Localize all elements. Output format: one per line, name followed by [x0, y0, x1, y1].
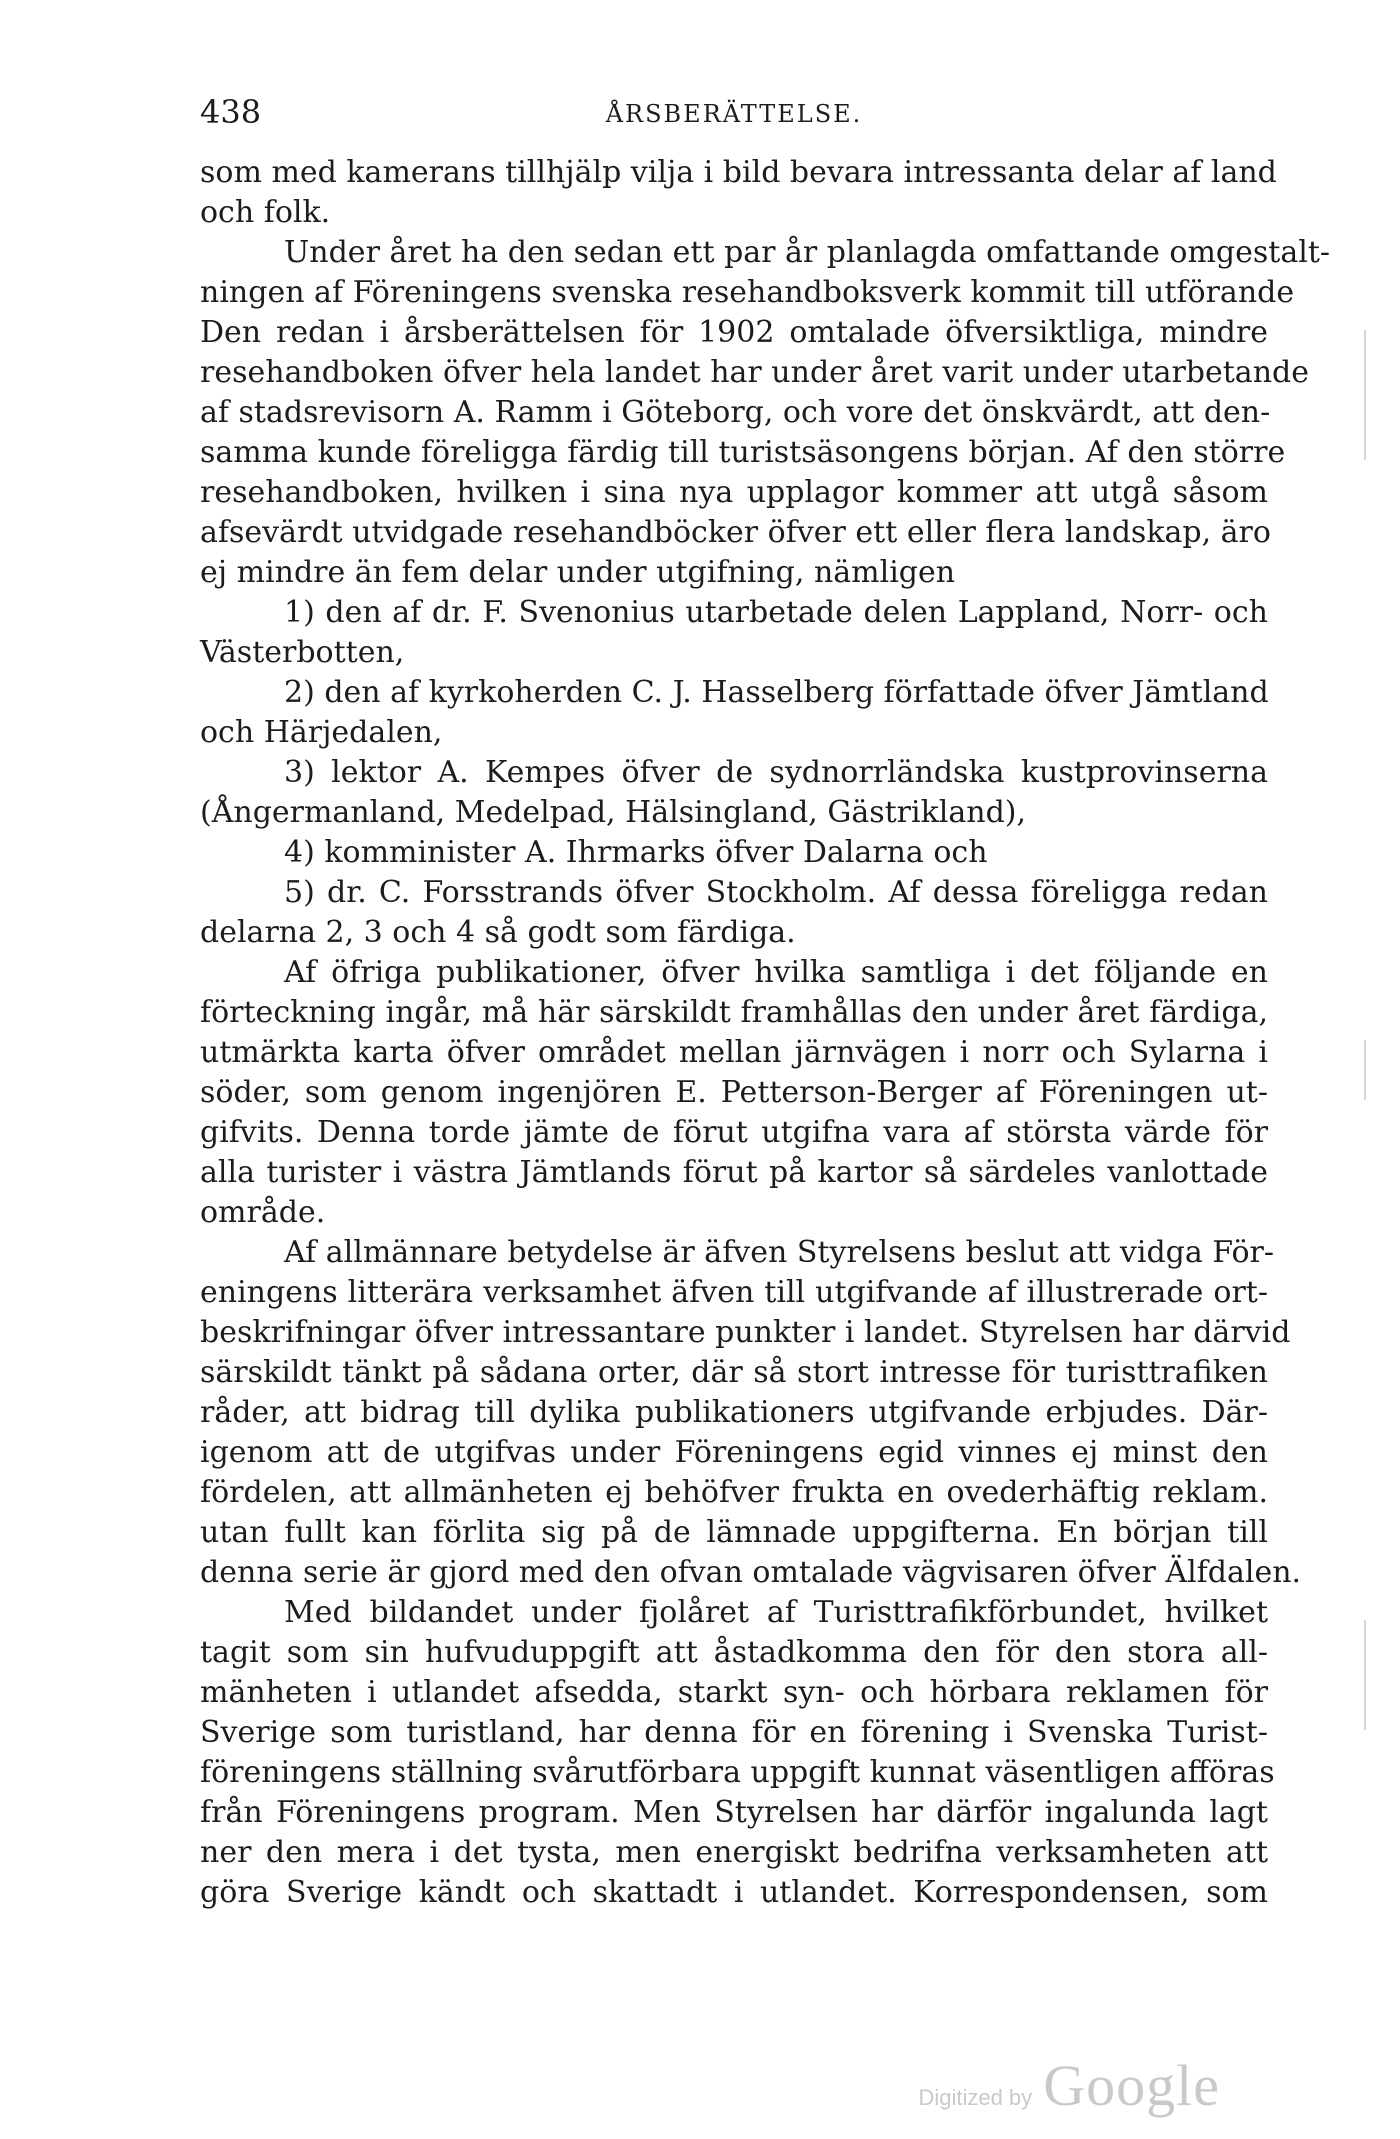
watermark-prefix: Digitized by	[918, 2085, 1033, 2110]
google-wordmark: Google	[1043, 2053, 1220, 2118]
text-line: Västerbotten,	[200, 635, 405, 670]
text-line: föreningens ställning svårutförbara uppgift kunnat väsentligen afföras	[200, 1755, 1275, 1790]
text-line: göra Sverige kändt och skattadt i utlandet. Korrespondensen, som	[200, 1875, 1268, 1910]
text-line: fördelen, att allmänheten ej behöfver frukta en ovederhäftig reklam.	[200, 1475, 1268, 1510]
text-line: igenom att de utgifvas under Föreningens egid vinnes ej minst den	[200, 1435, 1268, 1470]
list-item: 2) den af kyrkoherden C. J. Hasselberg författade öfver Jämtland	[284, 675, 1269, 710]
text-line: särskildt tänkt på sådana orter, där så stort intresse för turisttrafiken	[200, 1355, 1268, 1390]
page-number: 438	[200, 93, 262, 131]
page-header	[200, 92, 1268, 140]
text-line: och Härjedalen,	[200, 715, 443, 750]
text-line: Med bildandet under fjolåret af Turisttrafikförbundet, hvilket	[284, 1595, 1268, 1630]
text-line: tagit som sin hufvuduppgift att åstadkomma den för den stora all-	[200, 1635, 1268, 1670]
list-item: 5) dr. C. Forsstrands öfver Stockholm. Af dessa föreligga redan	[284, 875, 1268, 910]
running-head: ÅRSBERÄTTELSE.	[605, 100, 863, 128]
text-line: mänheten i utlandet afsedda, starkt syn- och hörbara reklamen för	[200, 1675, 1268, 1710]
scan-margin-line	[1364, 1620, 1366, 1730]
text-line: ningen af Föreningens svenska resehandboksverk kommit till utförande	[200, 275, 1295, 310]
text-line: afsevärdt utvidgade resehandböcker öfver ett eller flera landskap, äro	[200, 515, 1271, 550]
text-line: beskrifningar öfver intressantare punkter i landet. Styrelsen har därvid	[200, 1315, 1291, 1350]
text-line: resehandboken, hvilken i sina nya upplagor kommer att utgå såsom	[200, 475, 1268, 510]
text-line: ej mindre än fem delar under utgifning, nämligen	[200, 555, 956, 590]
text-line: utan fullt kan förlita sig på de lämnade uppgifterna. En början till	[200, 1515, 1268, 1550]
text-line: alla turister i västra Jämtlands förut på kartor så särdeles vanlottade	[200, 1155, 1268, 1190]
text-line: söder, som genom ingenjören E. Petterson-Berger af Föreningen ut-	[200, 1075, 1268, 1110]
text-line: eningens litterära verksamhet äfven till utgifvande af illustrerade ort-	[200, 1275, 1268, 1310]
body-text	[200, 153, 1331, 1913]
text-line: Af öfriga publikationer, öfver hvilka samtliga i det följande en	[284, 955, 1268, 990]
text-line: förteckning ingår, må här särskildt framhållas den under året färdiga,	[200, 995, 1268, 1030]
text-line: Under året ha den sedan ett par år planlagda omfattande omgestalt-	[284, 235, 1331, 270]
list-item: 1) den af dr. F. Svenonius utarbetade delen Lappland, Norr- och	[284, 595, 1268, 630]
text-line: råder, att bidrag till dylika publikationers utgifvande erbjudes. Där-	[200, 1395, 1268, 1430]
text-line: som med kamerans tillhjälp vilja i bild bevara intressanta delar af land	[200, 155, 1277, 190]
text-line: ner den mera i det tysta, men energiskt bedrifna verksamheten att	[200, 1835, 1268, 1870]
text-line: samma kunde föreligga färdig till turistsäsongens början. Af den större	[200, 435, 1286, 470]
text-line: resehandboken öfver hela landet har under året varit under utarbetande	[200, 355, 1309, 390]
list-item: 4) komminister A. Ihrmarks öfver Dalarna och	[284, 835, 988, 870]
list-item: 3) lektor A. Kempes öfver de sydnorrländska kustprovinserna	[284, 755, 1268, 790]
text-line: Af allmännare betydelse är äfven Styrelsens beslut att vidga För-	[284, 1235, 1274, 1270]
text-line: af stadsrevisorn A. Ramm i Göteborg, och vore det önskvärdt, att den-	[200, 395, 1271, 430]
text-line: (Ångermanland, Medelpad, Hälsingland, Gästrikland),	[200, 795, 1027, 830]
text-line: delarna 2, 3 och 4 så godt som färdiga.	[200, 915, 796, 950]
digitized-by-google-watermark	[918, 2052, 1220, 2119]
text-line: denna serie är gjord med den ofvan omtalade vägvisaren öfver Älfdalen.	[200, 1555, 1302, 1590]
text-line: gifvits. Denna torde jämte de förut utgifna vara af största värde för	[200, 1115, 1268, 1150]
scan-margin-line	[1364, 330, 1366, 460]
text-line: utmärkta karta öfver området mellan järnvägen i norr och Sylarna i	[200, 1035, 1268, 1070]
text-line: Den redan i årsberättelsen för 1902 omtalade öfversiktliga, mindre	[200, 315, 1268, 350]
text-line: och folk.	[200, 195, 331, 230]
text-line: från Föreningens program. Men Styrelsen har därför ingalunda lagt	[200, 1795, 1268, 1830]
scan-margin-line	[1364, 1040, 1366, 1100]
text-line: Sverige som turistland, har denna för en förening i Svenska Turist-	[200, 1715, 1268, 1750]
text-line: område.	[200, 1195, 326, 1230]
